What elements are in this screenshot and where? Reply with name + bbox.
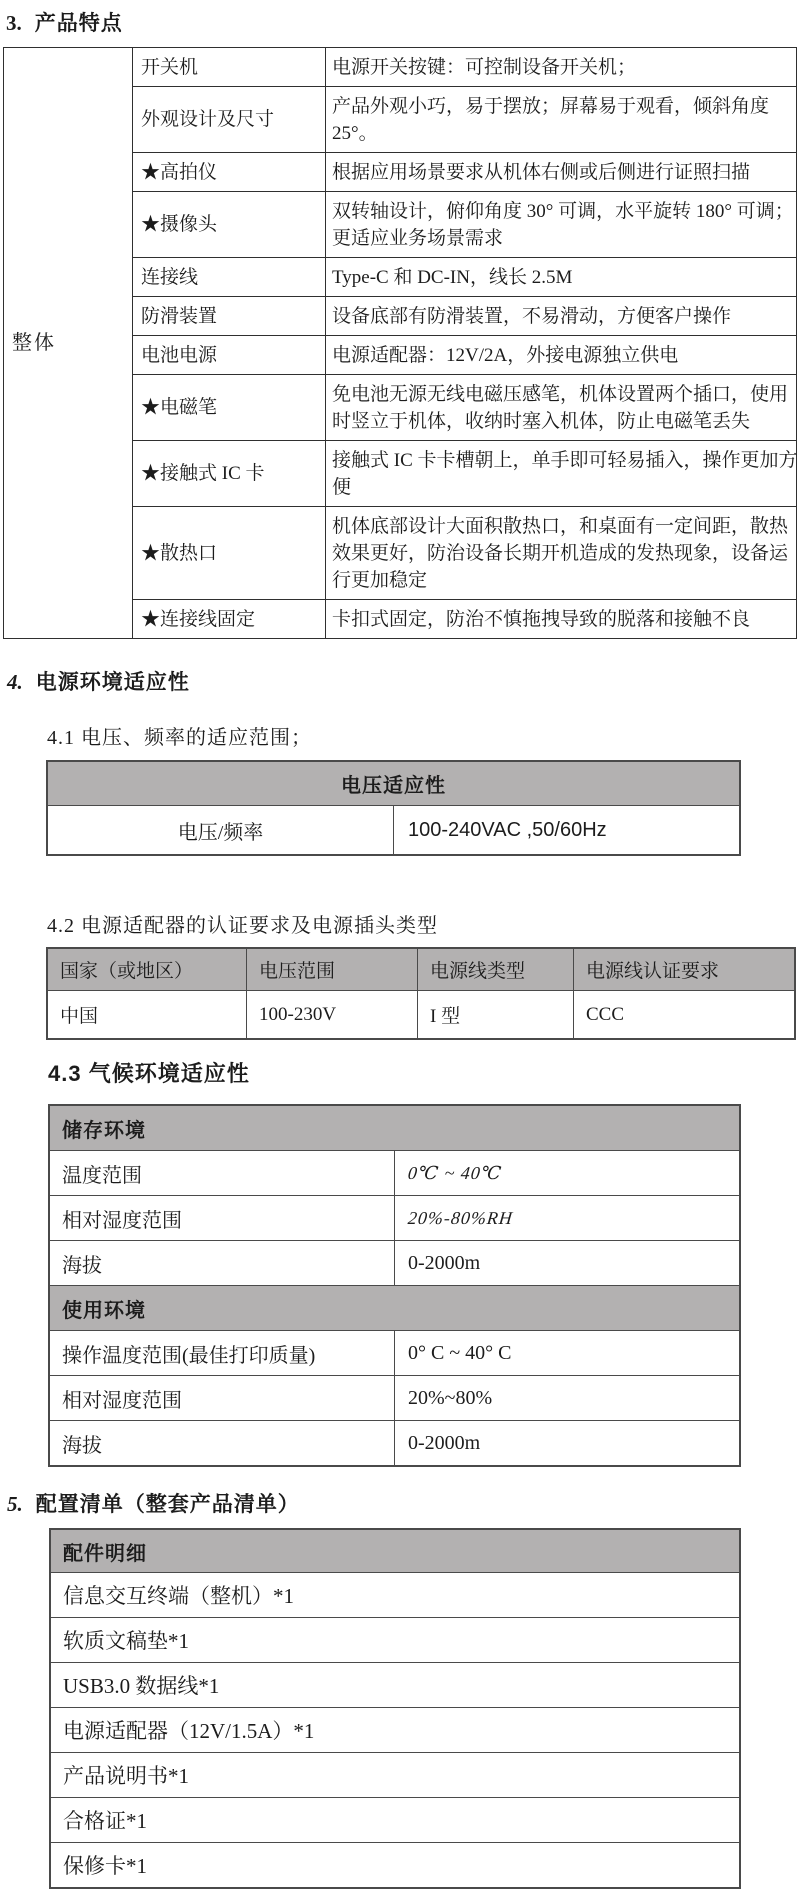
feature-label: 防滑装置 [133,297,326,336]
table-row [49,1196,740,1241]
table-row [50,1663,740,1708]
section-4-heading [7,666,790,696]
climate-value: 0° C ~ 40° C [395,1331,741,1376]
section-5-title: 配置清单（整套产品清单） [35,1493,300,1516]
accessory-item: 信息交互终端（整机）*1 [50,1573,740,1618]
document-page [0,7,798,1878]
section-4-number: 4. [7,670,23,694]
section-5-number: 5. [7,1492,23,1516]
table-row [50,1798,740,1843]
voltage-row-value: 100-240VAC ,50/60Hz [394,806,741,856]
accessory-item: 合格证*1 [50,1798,740,1843]
product-features-table [3,47,797,639]
feature-label: 连接线 [133,258,326,297]
climate-value [395,1151,741,1196]
climate-label: 相对湿度范围 [49,1196,395,1241]
climate-value [395,1196,741,1241]
section-5-heading [7,1488,790,1518]
voltage-adaptability-table [46,760,741,856]
table-row [47,761,740,806]
table-row [47,806,740,856]
feature-desc: 电源开关按键：可控制设备开关机； [332,56,637,78]
handwritten-value: 20%-80%RH [407,1207,515,1228]
table-header-row [49,1286,740,1331]
section-3-title: 产品特点 [34,12,123,35]
feature-label: ★电磁笔 [133,375,326,441]
feature-desc: 设备底部有防滑装置，不易滑动，方便客户操作 [332,305,732,327]
table-row [50,1843,740,1889]
feature-desc: 电源适配器：12V/2A，外接电源独立供电 [332,344,679,366]
table-header-row [49,1105,740,1151]
accessories-table [49,1528,741,1889]
table-row [49,1421,740,1467]
climate-value: 0-2000m [395,1241,741,1286]
section-4-title: 电源环境适应性 [35,671,190,694]
climate-label: 海拔 [49,1421,395,1467]
subsection-4-3-title: 4.3 气候环境适应性 [48,1061,250,1086]
table-cell: CCC [574,991,796,1040]
storage-env-header: 储存环境 [49,1105,740,1151]
column-header: 电源线类型 [418,948,574,991]
feature-desc: 接触式 IC 卡卡槽朝上，单手即可轻易插入，操作更加方便 [332,449,798,498]
accessory-item: 产品说明书*1 [50,1753,740,1798]
accessory-item: 软质文稿垫*1 [50,1618,740,1663]
voltage-row-label: 电压/频率 [47,806,394,856]
climate-value: 20%~80% [395,1376,741,1421]
feature-desc: 根据应用场景要求从机体右侧或后侧进行证照扫描 [332,161,751,183]
feature-label: ★散热口 [133,507,326,600]
climate-label: 海拔 [49,1241,395,1286]
climate-value: 0-2000m [395,1421,741,1467]
table-header-row [47,948,795,991]
handwritten-value: 0℃ ~ 40℃ [407,1162,504,1183]
feature-label: 电池电源 [133,336,326,375]
table-cell: 中国 [47,991,247,1040]
feature-desc: 双转轴设计，俯仰角度 30° 可调，水平旋转 180° 可调；更适应业务场景需求 [332,200,794,249]
subsection-4-2-title: 4.2 电源适配器的认证要求及电源插头类型 [47,915,438,937]
feature-label: ★高拍仪 [133,153,326,192]
feature-desc: Type-C 和 DC-IN，线长 2.5M [332,266,573,288]
table-row [49,1376,740,1421]
section-3-number: 3. [6,11,22,35]
feature-label: ★接触式 IC 卡 [133,441,326,507]
accessory-item: USB3.0 数据线*1 [50,1663,740,1708]
table-row [50,1708,740,1753]
table-row [49,1151,740,1196]
voltage-table-header: 电压适应性 [47,761,740,806]
power-adapter-table [46,947,796,1040]
accessory-item: 保修卡*1 [50,1843,740,1889]
feature-desc: 机体底部设计大面积散热口，和桌面有一定间距，散热效果更好，防治设备长期开机造成的发热现象，设备运行更加稳定 [332,515,789,591]
table-header-row [50,1529,740,1573]
climate-label: 操作温度范围(最佳打印质量) [49,1331,395,1376]
table-row [50,1618,740,1663]
feature-label: 开关机 [133,48,326,87]
feature-desc: 免电池无源无线电磁压感笔，机体设置两个插口，使用时竖立于机体，收纳时塞入机体，防止电磁笔丢失 [332,383,789,432]
feature-label: ★连接线固定 [133,600,326,639]
feature-group-cell: 整体 [4,48,133,639]
table-cell: 100-230V [247,991,418,1040]
feature-desc: 产品外观小巧，易于摆放；屏幕易于观看，倾斜角度 25°。 [332,95,770,144]
subsection-4-1-title: 4.1 电压、频率的适应范围； [47,727,312,749]
column-header: 电压范围 [247,948,418,991]
column-header: 国家（或地区） [47,948,247,991]
table-cell: I 型 [418,991,574,1040]
column-header: 电源线认证要求 [574,948,796,991]
accessory-item: 电源适配器（12V/1.5A）*1 [50,1708,740,1753]
table-row [50,1753,740,1798]
section-3-heading [6,7,790,37]
table-row [49,1331,740,1376]
table-row [49,1241,740,1286]
table-row [50,1573,740,1618]
accessories-header: 配件明细 [50,1529,740,1573]
climate-adaptability-table [48,1104,741,1467]
feature-desc: 卡扣式固定，防治不慎拖拽导致的脱落和接触不良 [332,608,751,630]
table-row [4,48,797,87]
feature-label: 外观设计及尺寸 [133,87,326,153]
climate-label: 相对湿度范围 [49,1376,395,1421]
climate-label: 温度范围 [49,1151,395,1196]
table-row [47,991,795,1040]
usage-env-header: 使用环境 [49,1286,740,1331]
feature-label: ★摄像头 [133,192,326,258]
